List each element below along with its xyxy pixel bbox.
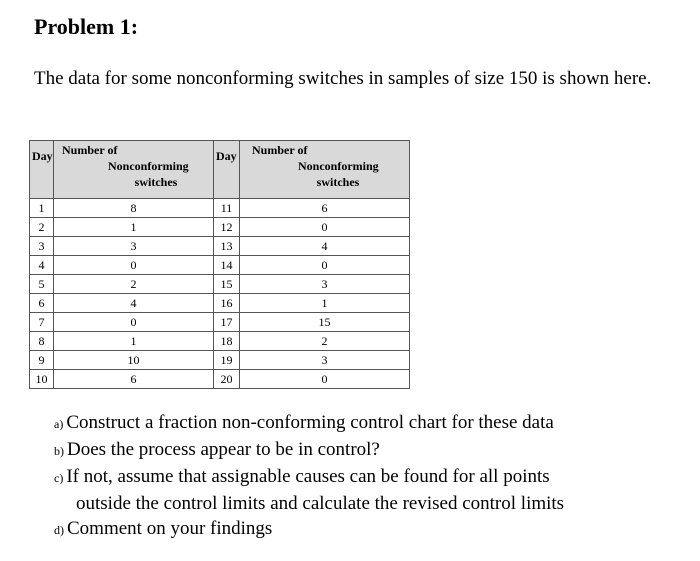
day-cell: 2	[30, 218, 54, 237]
day-cell: 7	[30, 313, 54, 332]
header-count-left	[54, 141, 214, 199]
count-cell: 15	[240, 313, 410, 332]
task-text: If not, assume that assignable causes can be found for all points	[66, 466, 550, 487]
task-label: c)	[54, 471, 64, 485]
count-cell: 6	[240, 199, 410, 218]
count-cell: 3	[240, 351, 410, 370]
table-row	[30, 199, 410, 218]
day-cell: 17	[214, 313, 240, 332]
day-cell: 8	[30, 332, 54, 351]
task-item-a	[54, 410, 564, 437]
header-count-line-3: switches	[316, 175, 360, 189]
day-cell: 18	[214, 332, 240, 351]
task-label: d)	[54, 523, 64, 537]
task-item-c-continued: outside the control limits and calculate the revised control limits	[76, 493, 565, 514]
table-row	[30, 256, 410, 275]
table-row	[30, 218, 410, 237]
count-cell: 4	[240, 237, 410, 256]
header-count-line-2: Nonconforming	[298, 159, 379, 173]
task-label: a)	[54, 417, 64, 431]
header-day-left: Day	[30, 141, 54, 199]
table-row	[30, 237, 410, 256]
table-row	[30, 332, 410, 351]
task-label: b)	[54, 444, 64, 458]
count-cell: 6	[54, 370, 214, 389]
day-cell: 14	[214, 256, 240, 275]
table-row	[30, 275, 410, 294]
header-count-line-2: Nonconforming	[108, 159, 189, 173]
header-count-line-3: switches	[134, 175, 178, 189]
count-cell: 0	[240, 370, 410, 389]
day-cell: 19	[214, 351, 240, 370]
task-item-c	[54, 464, 564, 491]
count-cell: 1	[54, 332, 214, 351]
table-row	[30, 370, 410, 389]
header-count-line-1: Number of	[252, 143, 308, 157]
count-cell: 0	[240, 218, 410, 237]
day-cell: 1	[30, 199, 54, 218]
day-cell: 13	[214, 237, 240, 256]
table-row	[30, 294, 410, 313]
day-cell: 16	[214, 294, 240, 313]
day-cell: 20	[214, 370, 240, 389]
count-cell: 0	[240, 256, 410, 275]
count-cell: 10	[54, 351, 214, 370]
day-cell: 5	[30, 275, 54, 294]
count-cell: 0	[54, 256, 214, 275]
table-header-row	[30, 141, 410, 199]
count-cell: 4	[54, 294, 214, 313]
task-text: Does the process appear to be in control?	[67, 439, 380, 460]
task-item-b	[54, 437, 564, 464]
table-row	[30, 313, 410, 332]
count-cell: 3	[240, 275, 410, 294]
table-row	[30, 351, 410, 370]
task-item-d	[54, 516, 564, 543]
count-cell: 8	[54, 199, 214, 218]
day-cell: 15	[214, 275, 240, 294]
problem-intro: The data for some nonconforming switches in samples of size 150 is shown here.	[34, 68, 652, 89]
header-count-right	[240, 141, 410, 199]
header-count-line-1: Number of	[62, 143, 118, 157]
day-cell: 11	[214, 199, 240, 218]
count-cell: 1	[54, 218, 214, 237]
problem-title: Problem 1:	[34, 14, 139, 39]
count-cell: 2	[240, 332, 410, 351]
count-cell: 2	[54, 275, 214, 294]
day-cell: 12	[214, 218, 240, 237]
day-cell: 10	[30, 370, 54, 389]
count-cell: 1	[240, 294, 410, 313]
header-day-right: Day	[214, 141, 240, 199]
day-cell: 3	[30, 237, 54, 256]
task-list	[54, 410, 564, 543]
task-text: Construct a fraction non-conforming control chart for these data	[66, 412, 554, 433]
switches-table	[29, 140, 410, 389]
day-cell: 9	[30, 351, 54, 370]
day-cell: 4	[30, 256, 54, 275]
count-cell: 0	[54, 313, 214, 332]
task-text: Comment on your findings	[67, 518, 273, 539]
day-cell: 6	[30, 294, 54, 313]
count-cell: 3	[54, 237, 214, 256]
